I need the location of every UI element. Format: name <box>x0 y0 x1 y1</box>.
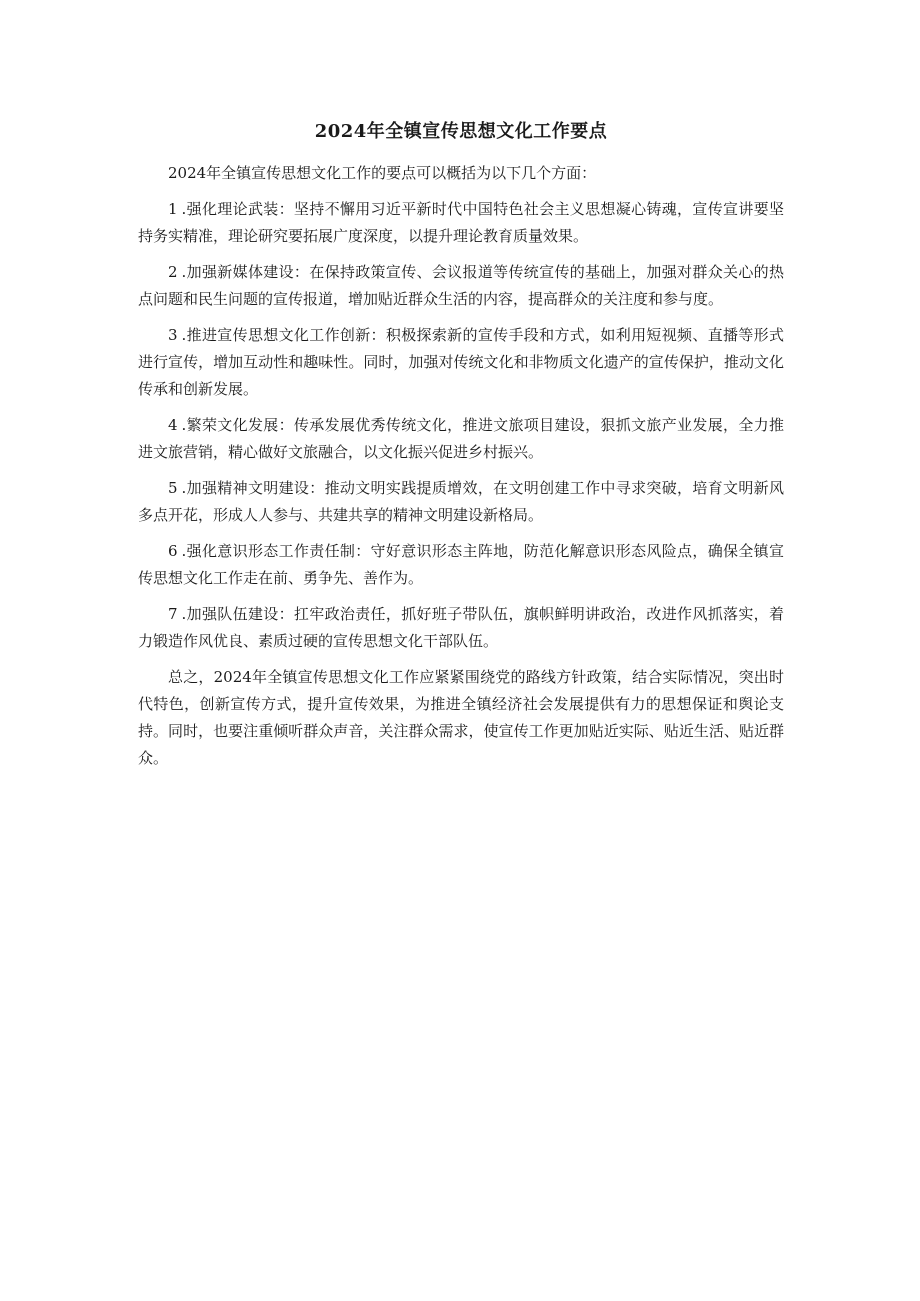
list-item-3 <box>138 322 784 403</box>
intro-paragraph: 2024年全镇宣传思想文化工作的要点可以概括为以下几个方面： <box>168 164 597 182</box>
list-item-6 <box>138 538 784 592</box>
item-number: 3 <box>168 326 178 344</box>
conclusion-paragraph: 总之，2024年全镇宣传思想文化工作应紧紧围绕党的路线方针政策，结合实际情况，突出时代特色，创新宣传方式，提升宣传效果，为推进全镇经济社会发展提供有力的思想保证和舆论支持。同时，也要注重倾听群众声音，关注群众需求，使宣传工作更加贴近实际、贴近生活、贴近群众。 <box>138 668 784 767</box>
item-number: 2 <box>168 263 178 281</box>
list-item-1 <box>138 196 784 250</box>
item-number: 1 <box>168 200 178 218</box>
item-text: .繁荣文化发展：传承发展优秀传统文化，推进文旅项目建设，狠抓文旅产业发展，全力推进文旅营销，精心做好文旅融合，以文化振兴促进乡村振兴。 <box>138 416 784 461</box>
item-number: 4 <box>168 416 178 434</box>
document-title: 2024年全镇宣传思想文化工作要点 <box>314 121 608 142</box>
item-text: .强化意识形态工作责任制：守好意识形态主阵地，防范化解意识形态风险点，确保全镇宣传思想文化工作走在前、勇争先、善作为。 <box>138 542 784 587</box>
item-text: .推进宣传思想文化工作创新：积极探索新的宣传手段和方式，如利用短视频、直播等形式进行宣传，增加互动性和趣味性。同时，加强对传统文化和非物质文化遗产的宣传保护，推动文化传承和创新发展。 <box>138 326 784 398</box>
list-item-7 <box>138 601 784 655</box>
list-item-2 <box>138 259 784 313</box>
list-item-5 <box>138 475 784 529</box>
item-text: .加强精神文明建设：推动文明实践提质增效，在文明创建工作中寻求突破，培育文明新风多点开花，形成人人参与、共建共享的精神文明建设新格局。 <box>138 479 784 524</box>
item-text: .强化理论武装：坚持不懈用习近平新时代中国特色社会主义思想凝心铸魂，宣传宣讲要坚持务实精准，理论研究要拓展广度深度，以提升理论教育质量效果。 <box>138 200 784 245</box>
item-number: 7 <box>168 605 178 623</box>
item-number: 5 <box>168 479 178 497</box>
list-item-4 <box>138 412 784 466</box>
item-text: .加强新媒体建设：在保持政策宣传、会议报道等传统宣传的基础上，加强对群众关心的热点问题和民生问题的宣传报道，增加贴近群众生活的内容，提高群众的关注度和参与度。 <box>138 263 784 308</box>
item-text: .加强队伍建设：扛牢政治责任，抓好班子带队伍，旗帜鲜明讲政治，改进作风抓落实，着力锻造作风优良、素质过硬的宣传思想文化干部队伍。 <box>138 605 784 650</box>
item-number: 6 <box>168 542 178 560</box>
